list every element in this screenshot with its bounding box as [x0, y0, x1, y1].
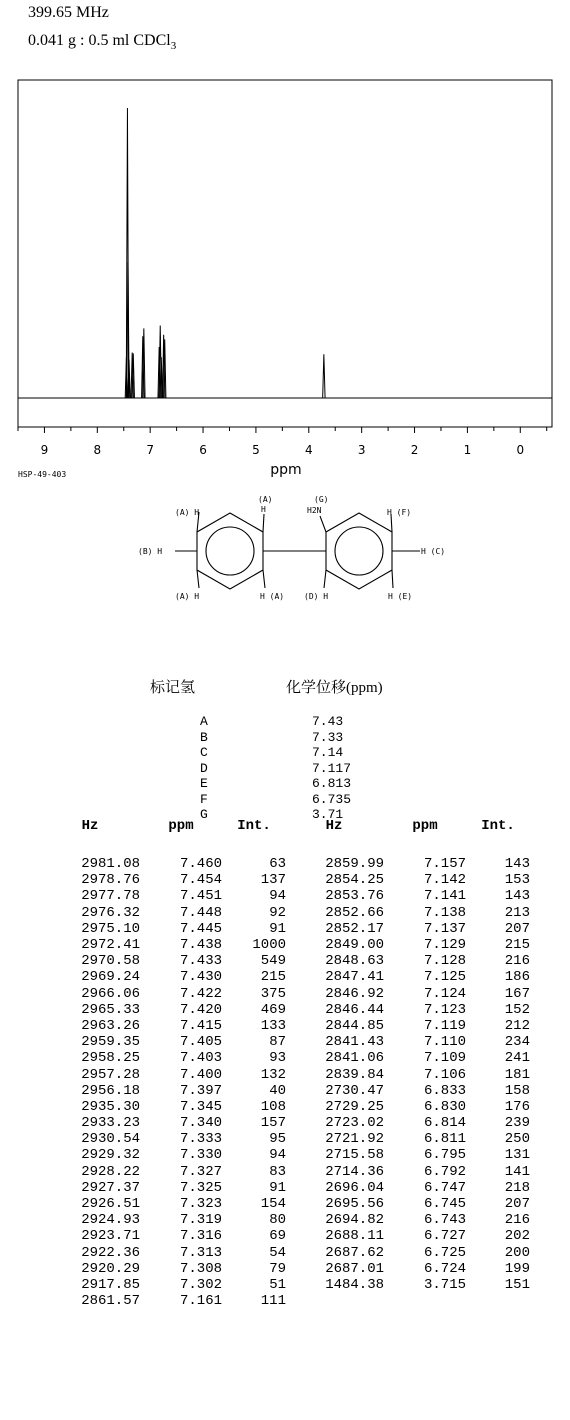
col-int: Int.	[237, 818, 271, 834]
peak-hz: 2694.82	[325, 1212, 384, 1229]
peak-hz: 2965.33	[81, 1001, 140, 1018]
peak-hz: 2928.22	[81, 1163, 140, 1180]
peak-row	[284, 1277, 530, 1293]
peak-row	[40, 872, 286, 888]
peak-hz: 2730.47	[325, 1082, 384, 1099]
assignment-shift: 7.14	[312, 745, 344, 760]
peak-int: 83	[269, 1163, 286, 1180]
peak-int: 91	[269, 1179, 286, 1196]
x-tick-label: 6	[199, 443, 207, 457]
peak-hz: 2924.93	[81, 1212, 140, 1229]
label-a-bottom-left: (A) H	[175, 592, 200, 601]
peak-hz: 2853.76	[325, 888, 384, 905]
assignment-label: F	[200, 791, 208, 807]
peak-hz: 2930.54	[81, 1131, 140, 1148]
peak-ppm: 7.141	[423, 888, 466, 905]
peak-int: 215	[260, 969, 286, 986]
peak-int: 108	[260, 1098, 286, 1115]
peak-hz: 2978.76	[81, 872, 140, 889]
peak-ppm: 6.747	[423, 1179, 466, 1196]
peak-hz: 2848.63	[325, 953, 384, 970]
peak-hz: 2852.17	[325, 920, 384, 937]
peak-ppm: 6.724	[423, 1260, 466, 1277]
peak-ppm: 7.327	[179, 1163, 222, 1180]
bond-a-bottom-left	[197, 570, 199, 588]
peak-int: 54	[269, 1244, 286, 1261]
peak-ppm: 7.106	[423, 1066, 466, 1083]
peak-hz: 2969.24	[81, 969, 140, 986]
peak-ppm: 6.745	[423, 1196, 466, 1213]
spectrum-code: HSP-49-403	[18, 470, 67, 479]
label-f: H (F)	[387, 508, 412, 517]
label-a-top-paren: (A)	[258, 495, 273, 504]
peak-int: 234	[504, 1034, 530, 1051]
peak-ppm: 7.123	[423, 1001, 466, 1018]
peak-ppm: 7.119	[423, 1017, 466, 1034]
peak-hz: 2846.92	[325, 985, 384, 1002]
assignment-label: E	[200, 776, 208, 791]
peak-row	[284, 1018, 530, 1034]
label-g-nh2: H2N	[307, 506, 322, 515]
peak-ppm: 7.433	[179, 953, 222, 970]
peak-ppm: 7.110	[423, 1034, 466, 1051]
peak-int: 143	[504, 856, 530, 873]
peak-hz: 2696.04	[325, 1179, 384, 1196]
peak-hz: 2721.92	[325, 1131, 384, 1148]
peak-row	[40, 1293, 286, 1309]
peak-ppm: 6.727	[423, 1228, 466, 1245]
peak-hz: 2841.43	[325, 1034, 384, 1051]
peak-hz: 2957.28	[81, 1066, 140, 1083]
peak-int: 94	[269, 888, 286, 905]
nmr-spectrum	[0, 0, 570, 480]
peak-int: 131	[504, 1147, 530, 1164]
peak-row	[40, 986, 286, 1002]
peak-table-left	[40, 818, 286, 1309]
peak-row	[40, 1196, 286, 1212]
peak-row	[284, 1164, 530, 1180]
col-ppm: ppm	[168, 818, 194, 834]
peak-hz: 2959.35	[81, 1034, 140, 1051]
peak-int: 207	[504, 920, 530, 937]
bond-a-bottom	[263, 570, 265, 588]
peak-int: 154	[260, 1196, 286, 1213]
peak-ppm: 3.715	[423, 1276, 466, 1293]
peak-row	[284, 969, 530, 985]
peak-hz: 2846.44	[325, 1001, 384, 1018]
bond-a-top	[263, 514, 264, 532]
spectrometer-frequency: 399.65 MHz	[28, 4, 109, 21]
peak-hz: 2849.00	[325, 937, 384, 954]
peak-hz: 2981.08	[81, 856, 140, 873]
peak-ppm: 6.743	[423, 1212, 466, 1229]
peak-row	[40, 953, 286, 969]
peak-ppm: 7.308	[179, 1260, 222, 1277]
molecule-structure	[0, 480, 570, 670]
x-axis-label: ppm	[270, 462, 302, 478]
peak-hz: 2841.06	[325, 1050, 384, 1067]
peak-ppm: 7.313	[179, 1244, 222, 1261]
peak-ppm: 6.792	[423, 1163, 466, 1180]
spectrum-peak	[323, 354, 325, 398]
peak-hz: 2976.32	[81, 904, 140, 921]
peak-hz: 2839.84	[325, 1066, 384, 1083]
peak-hz: 2695.56	[325, 1196, 384, 1213]
label-b: (B) H	[138, 547, 163, 556]
peak-row	[284, 1245, 530, 1261]
peak-ppm: 7.345	[179, 1098, 222, 1115]
peak-int: 132	[260, 1066, 286, 1083]
x-axis-ticks	[18, 427, 547, 457]
peak-row	[40, 969, 286, 985]
peak-int: 51	[269, 1276, 286, 1293]
peak-row	[40, 1131, 286, 1147]
bond-g	[320, 516, 326, 532]
peak-row	[284, 1196, 530, 1212]
peak-ppm: 7.438	[179, 937, 222, 954]
peak-hz: 2958.25	[81, 1050, 140, 1067]
ring-left-aromatic	[206, 527, 254, 575]
peak-ppm: 6.811	[423, 1131, 466, 1148]
peak-int: 549	[260, 953, 286, 970]
peak-hz: 2933.23	[81, 1115, 140, 1132]
label-c: H (C)	[421, 547, 446, 556]
peak-int: 153	[504, 872, 530, 889]
bond-d	[324, 570, 326, 588]
peak-int: 176	[504, 1098, 530, 1115]
peak-int: 95	[269, 1131, 286, 1148]
peak-row	[284, 1212, 530, 1228]
label-g-paren: (G)	[314, 495, 329, 504]
peak-int: 158	[504, 1082, 530, 1099]
label-d: (D) H	[304, 592, 329, 601]
x-tick-label: 4	[304, 443, 313, 457]
peak-int: 152	[504, 1001, 530, 1018]
plot-frame	[18, 80, 552, 427]
col-int: Int.	[481, 818, 515, 834]
peak-int: 216	[504, 953, 530, 970]
peak-hz: 2861.57	[81, 1293, 140, 1310]
peak-hz: 2917.85	[81, 1276, 140, 1293]
x-tick-label: 3	[357, 443, 366, 457]
peak-int: 91	[269, 920, 286, 937]
peak-hz: 2729.25	[325, 1098, 384, 1115]
peak-int: 200	[504, 1244, 530, 1261]
peak-ppm: 7.138	[423, 904, 466, 921]
peak-hz: 2854.25	[325, 872, 384, 889]
peak-int: 93	[269, 1050, 286, 1067]
col-ppm: ppm	[412, 818, 438, 834]
peak-int: 218	[504, 1179, 530, 1196]
peak-ppm: 7.333	[179, 1131, 222, 1148]
peak-row	[284, 1083, 530, 1099]
peak-row	[40, 1018, 286, 1034]
peak-int: 212	[504, 1017, 530, 1034]
peak-hz: 2852.66	[325, 904, 384, 921]
peak-int: 40	[269, 1082, 286, 1099]
peak-int: 215	[504, 937, 530, 954]
peak-int: 143	[504, 888, 530, 905]
peak-int: 241	[504, 1050, 530, 1067]
peak-int: 375	[260, 985, 286, 1002]
assignment-label: C	[200, 745, 208, 760]
peak-int: 79	[269, 1260, 286, 1277]
peak-ppm: 7.454	[179, 872, 222, 889]
peak-hz: 2923.71	[81, 1228, 140, 1245]
assignment-shift: 6.735	[312, 791, 352, 807]
ring-right-aromatic	[335, 527, 383, 575]
peak-ppm: 7.316	[179, 1228, 222, 1245]
peak-ppm: 7.325	[179, 1179, 222, 1196]
peak-int: 202	[504, 1228, 530, 1245]
peak-int: 63	[269, 856, 286, 873]
peak-row	[40, 1050, 286, 1066]
peak-ppm: 7.330	[179, 1147, 222, 1164]
peak-ppm: 7.125	[423, 969, 466, 986]
peak-ppm: 6.795	[423, 1147, 466, 1164]
peak-row	[40, 937, 286, 953]
peak-int: 1000	[252, 937, 286, 954]
peak-ppm: 7.157	[423, 856, 466, 873]
peak-int: 94	[269, 1147, 286, 1164]
peak-int: 92	[269, 904, 286, 921]
peak-ppm: 7.319	[179, 1212, 222, 1229]
peak-int: 186	[504, 969, 530, 986]
peak-int: 469	[260, 1001, 286, 1018]
peak-row	[40, 1212, 286, 1228]
peak-ppm: 7.415	[179, 1017, 222, 1034]
ring-right	[326, 513, 392, 589]
assignment-shift: 3.71	[312, 807, 344, 822]
sample-subscript: 3	[170, 40, 177, 53]
x-tick-label: 8	[93, 443, 102, 457]
peak-row	[40, 856, 286, 872]
peak-int: 111	[260, 1293, 286, 1310]
peak-row	[284, 856, 530, 872]
peak-int: 151	[504, 1276, 530, 1293]
col-hz: Hz	[81, 818, 99, 834]
peak-row	[284, 937, 530, 953]
x-tick-label: 0	[516, 443, 525, 457]
peak-ppm: 6.833	[423, 1082, 466, 1099]
peak-hz: 2956.18	[81, 1082, 140, 1099]
ring-left	[197, 513, 263, 589]
peak-int: 250	[504, 1131, 530, 1148]
peak-ppm: 7.340	[179, 1115, 222, 1132]
peak-hz: 2920.29	[81, 1260, 140, 1277]
sample-text: 0.041 g : 0.5 ml CDCl	[28, 32, 171, 49]
peak-hz: 2966.06	[81, 985, 140, 1002]
x-tick-label: 5	[252, 443, 260, 457]
peak-ppm: 7.445	[179, 920, 222, 937]
peak-hz: 2844.85	[325, 1017, 384, 1034]
peak-ppm: 7.323	[179, 1196, 222, 1213]
peak-int: 167	[504, 985, 530, 1002]
peak-int: 87	[269, 1034, 286, 1051]
peak-hz: 2922.36	[81, 1244, 140, 1261]
peak-int: 137	[260, 872, 286, 889]
peak-ppm: 7.460	[179, 856, 222, 873]
assignment-header-shift: 化学位移(ppm)	[286, 680, 383, 696]
peak-row	[284, 1002, 530, 1018]
peak-row	[284, 1228, 530, 1244]
peak-table-right	[284, 818, 530, 1293]
peak-hz: 2687.01	[325, 1260, 384, 1277]
peak-row	[284, 1131, 530, 1147]
peak-row	[40, 1164, 286, 1180]
peak-int: 239	[504, 1115, 530, 1132]
assignment-label: D	[200, 760, 208, 776]
peak-hz: 2927.37	[81, 1179, 140, 1196]
peak-ppm: 6.830	[423, 1098, 466, 1115]
peak-row	[40, 1099, 286, 1115]
assignment-label: G	[200, 807, 208, 822]
peak-row	[284, 1147, 530, 1163]
peak-row	[40, 1066, 286, 1082]
peak-int: 207	[504, 1196, 530, 1213]
x-tick-label: 1	[463, 443, 472, 457]
peak-row	[284, 921, 530, 937]
peak-row	[40, 1083, 286, 1099]
peak-ppm: 7.403	[179, 1050, 222, 1067]
peak-ppm: 6.814	[423, 1115, 466, 1132]
assignment-shift: 7.43	[312, 714, 344, 729]
assignment-shift: 6.813	[312, 776, 352, 791]
peak-row	[40, 1147, 286, 1163]
peak-hz: 1484.38	[325, 1276, 384, 1293]
peak-ppm: 7.420	[179, 1001, 222, 1018]
peak-row	[284, 905, 530, 921]
peak-row	[284, 953, 530, 969]
label-a-bottom: H (A)	[260, 592, 285, 601]
peak-ppm: 7.451	[179, 888, 222, 905]
label-e: H (E)	[388, 592, 413, 601]
x-tick-label: 7	[146, 443, 154, 457]
peak-row	[284, 1099, 530, 1115]
peak-hz: 2723.02	[325, 1115, 384, 1132]
peak-row	[284, 986, 530, 1002]
peak-ppm: 7.142	[423, 872, 466, 889]
peak-hz: 2977.78	[81, 888, 140, 905]
peak-ppm: 7.405	[179, 1034, 222, 1051]
peak-hz: 2972.41	[81, 937, 140, 954]
peak-hz: 2929.32	[81, 1147, 140, 1164]
peak-row	[284, 1261, 530, 1277]
peak-row	[40, 1228, 286, 1244]
peak-row	[284, 872, 530, 888]
peak-hz: 2935.30	[81, 1098, 140, 1115]
peak-row	[284, 1180, 530, 1196]
x-tick-label: 2	[410, 443, 419, 457]
peak-ppm: 7.448	[179, 904, 222, 921]
peak-hz: 2970.58	[81, 953, 140, 970]
peak-hz: 2859.99	[325, 856, 384, 873]
peak-int: 199	[504, 1260, 530, 1277]
peak-row	[284, 1034, 530, 1050]
peak-row	[40, 1115, 286, 1131]
peak-ppm: 7.397	[179, 1082, 222, 1099]
peak-hz: 2963.26	[81, 1017, 140, 1034]
assignment-header-label: 标记氢	[150, 680, 196, 696]
peak-row	[40, 1180, 286, 1196]
peak-row	[40, 1261, 286, 1277]
peak-row	[40, 888, 286, 904]
assignment-shift: 7.33	[312, 729, 344, 745]
peak-row	[40, 1002, 286, 1018]
assignment-label: A	[200, 714, 208, 729]
peak-row	[284, 888, 530, 904]
peak-row	[40, 921, 286, 937]
peak-ppm: 7.124	[423, 985, 466, 1002]
label-a-top-h: H	[261, 505, 266, 514]
peak-hz: 2926.51	[81, 1196, 140, 1213]
peak-ppm: 7.400	[179, 1066, 222, 1083]
peak-row	[284, 1050, 530, 1066]
peak-ppm: 7.430	[179, 969, 222, 986]
peak-row	[40, 1245, 286, 1261]
peak-int: 157	[260, 1115, 286, 1132]
peak-ppm: 7.302	[179, 1276, 222, 1293]
peak-row	[40, 1034, 286, 1050]
peak-int: 133	[260, 1017, 286, 1034]
bond-e	[392, 570, 393, 588]
peak-ppm: 7.109	[423, 1050, 466, 1067]
peak-ppm: 7.161	[179, 1293, 222, 1310]
peak-row	[284, 1115, 530, 1131]
peak-ppm: 7.422	[179, 985, 222, 1002]
peak-row	[40, 1277, 286, 1293]
peak-hz: 2715.58	[325, 1147, 384, 1164]
peak-hz: 2688.11	[325, 1228, 384, 1245]
peak-ppm: 7.137	[423, 920, 466, 937]
assignment-label: B	[200, 729, 208, 745]
peak-hz: 2847.41	[325, 969, 384, 986]
peak-int: 216	[504, 1212, 530, 1229]
col-hz: Hz	[325, 818, 343, 834]
peak-int: 69	[269, 1228, 286, 1245]
peak-row	[284, 1066, 530, 1082]
peak-int: 181	[504, 1066, 530, 1083]
label-a-top-left: (A) H	[175, 508, 200, 517]
peak-ppm: 7.128	[423, 953, 466, 970]
peak-hz: 2687.62	[325, 1244, 384, 1261]
peak-int: 141	[504, 1163, 530, 1180]
peak-row	[40, 905, 286, 921]
peak-int: 80	[269, 1212, 286, 1229]
peak-hz: 2714.36	[325, 1163, 384, 1180]
peak-ppm: 7.129	[423, 937, 466, 954]
peak-int: 213	[504, 904, 530, 921]
peak-hz: 2975.10	[81, 920, 140, 937]
x-tick-label: 9	[40, 443, 49, 457]
peak-series	[125, 108, 325, 398]
assignment-shift: 7.117	[312, 760, 352, 776]
peak-ppm: 6.725	[423, 1244, 466, 1261]
